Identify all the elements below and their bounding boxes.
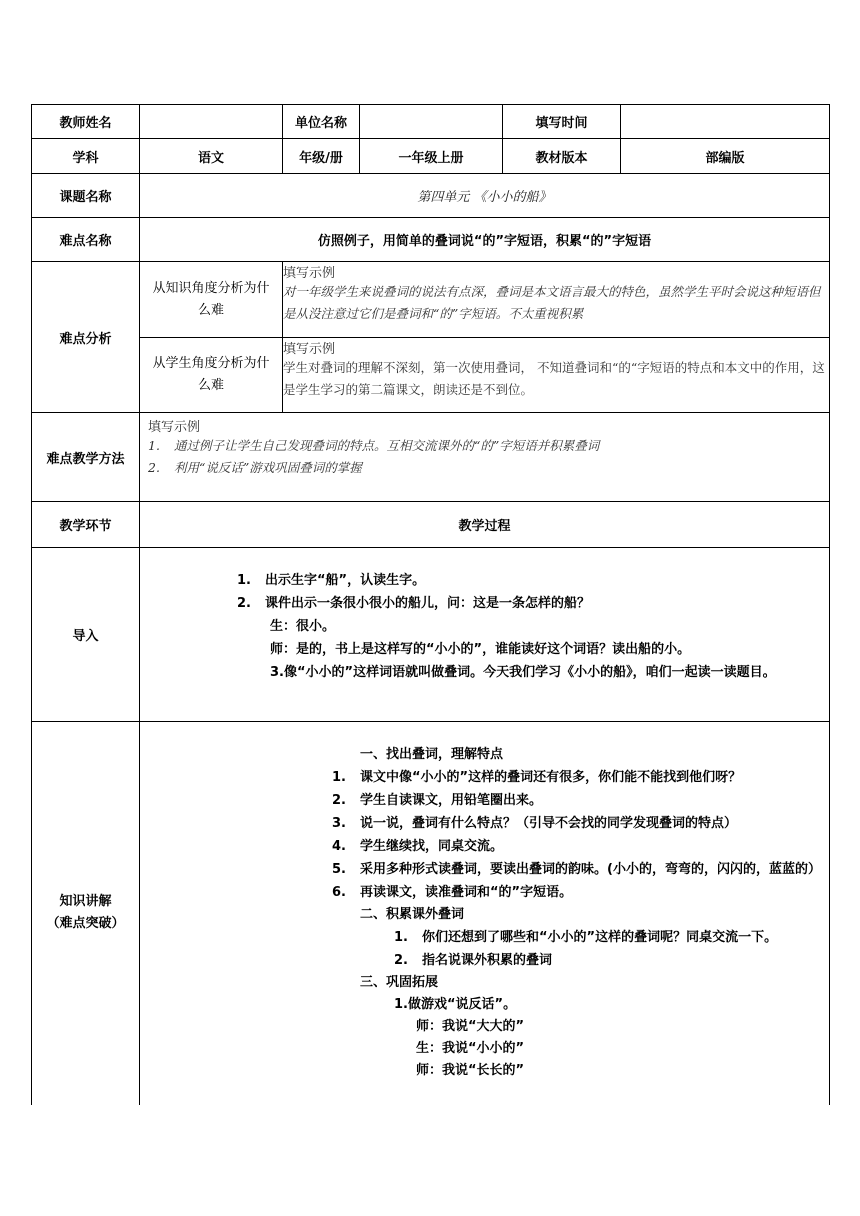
section-item	[332, 812, 823, 835]
difficulty-row	[32, 218, 830, 262]
difficulty-label: 难点名称	[32, 218, 140, 262]
intro-line-3: 3.像“小小的”这样词语就叫做叠词。今天我们学习《小小的船》，咱们一起读一读题目。	[270, 665, 776, 680]
stage-header: 教学环节	[32, 502, 140, 548]
unit-label: 单位名称	[283, 105, 360, 139]
process-header-row	[32, 502, 830, 548]
method-item-number: 2.	[148, 460, 160, 475]
method-item-text: 利用“说反话”游戏巩固叠词的掌握	[174, 460, 362, 475]
student-angle-text: 学生对叠词的理解不深刻，第一次使用叠词， 不知道叠词和“的“字短语的特点和本文中的作用，这是学生学习的第二篇课文，朗读还是不到位。	[283, 360, 825, 397]
section-item	[332, 881, 823, 904]
section-item-number: 2.	[394, 953, 408, 968]
knowledge-cell	[140, 722, 830, 1105]
subject-label: 学科	[32, 139, 140, 174]
section-item-text: 课文中像“小小的”这样的叠词还有很多，你们能不能找到他们呀？	[360, 770, 742, 785]
section-item-number: 2.	[332, 793, 346, 808]
grade-value: 一年级上册	[360, 139, 503, 174]
intro-item	[237, 592, 823, 615]
teacher-name-label: 教师姓名	[32, 105, 140, 139]
knowledge-label-line2: （难点突破）	[46, 916, 125, 932]
section-item-number: 1.	[332, 770, 346, 785]
section-item-text: 说一说，叠词有什么特点？（引导不会找的同学发现叠词的特点）	[360, 816, 738, 831]
method-label: 难点教学方法	[32, 413, 140, 502]
edition-value: 部编版	[621, 139, 830, 174]
section-item-number: 6.	[332, 885, 346, 900]
method-row	[32, 413, 830, 502]
section-item	[332, 766, 823, 789]
knowledge-label-line1: 知识讲解	[59, 894, 112, 910]
section-item	[332, 789, 823, 812]
knowledge-angle-text: 对一年级学生来说叠词的说法有点深，叠词是本文语言最大的特色，虽然学生平时会说这种短语但是从没注意过它们是叠词和“的”字短语。不太重视积累	[283, 284, 821, 321]
intro-item-number: 2.	[237, 596, 251, 611]
intro-label: 导入	[32, 548, 140, 722]
dialog-line: 生：我说“小小的”	[416, 1041, 525, 1056]
section-item	[332, 858, 823, 881]
intro-item-number: 1.	[237, 573, 251, 588]
student-angle-cell	[283, 338, 830, 413]
section-item	[332, 949, 823, 972]
fill-time-label: 填写时间	[503, 105, 621, 139]
topic-value: 第四单元 《小小的船》	[140, 174, 830, 218]
section-heading: 一、找出叠词，理解特点	[360, 747, 504, 762]
topic-label: 课题名称	[32, 174, 140, 218]
section-item	[332, 835, 823, 858]
section-item-number: 5.	[332, 862, 346, 877]
method-item	[148, 457, 823, 479]
student-sample-heading: 填写示例	[283, 342, 336, 357]
header-row-1	[32, 105, 830, 139]
intro-teacher-line: 师：是的，书上是这样写的“小小的”，谁能读好这个词语？读出船的小。	[270, 642, 691, 657]
method-item	[148, 435, 823, 457]
knowledge-angle-label: 从知识角度分析为什么难	[140, 262, 283, 338]
section-item-text: 指名说课外积累的叠词	[422, 953, 553, 968]
section-item-text: 学生继续找，同桌交流。	[360, 839, 504, 854]
grade-label: 年级/册	[283, 139, 360, 174]
student-angle-label: 从学生角度分析为什么难	[140, 338, 283, 413]
section-item-number: 4.	[332, 839, 346, 854]
section-item-text: 再读课文，读准叠词和“的”字短语。	[360, 885, 573, 900]
section-item-number: 3.	[332, 816, 346, 831]
process-header: 教学过程	[140, 502, 830, 548]
method-item-number: 1.	[148, 438, 160, 453]
knowledge-angle-cell	[283, 262, 830, 338]
analysis-label: 难点分析	[32, 262, 140, 413]
dialog-line: 师：我说“长长的”	[416, 1063, 525, 1078]
section-item-number: 1.	[394, 930, 408, 945]
method-cell	[140, 413, 830, 502]
dialog-line: 师：我说“大大的”	[416, 1019, 525, 1034]
section-item	[332, 926, 823, 949]
topic-row	[32, 174, 830, 218]
section-item-text: 你们还想到了哪些和“小小的”这样的叠词呢？同桌交流一下。	[422, 930, 778, 945]
section-item-text: 学生自读课文，用铅笔圈出来。	[360, 793, 543, 808]
method-sample-heading: 填写示例	[148, 420, 201, 435]
intro-item-text: 出示生字“船”，认读生字。	[265, 573, 426, 588]
intro-student-line: 生：很小。	[270, 619, 336, 634]
intro-item	[237, 569, 823, 592]
section-heading: 二、积累课外叠词	[360, 907, 465, 922]
analysis-student-row	[32, 338, 830, 413]
knowledge-row	[32, 722, 830, 1105]
fill-time-value	[621, 105, 830, 139]
section-heading: 三、巩固拓展	[360, 975, 439, 990]
analysis-knowledge-row	[32, 262, 830, 338]
intro-item-text: 课件出示一条很小很小的船儿，问：这是一条怎样的船？	[265, 596, 591, 611]
knowledge-label	[32, 722, 140, 1105]
difficulty-value: 仿照例子，用简单的叠词说“的”字短语，积累“的”字短语	[140, 218, 830, 262]
knowledge-sample-heading: 填写示例	[283, 266, 336, 281]
game-line: 1.做游戏“说反话”。	[394, 997, 517, 1012]
lesson-plan-table	[31, 104, 830, 1105]
subject-value: 语文	[140, 139, 283, 174]
teacher-name-value	[140, 105, 283, 139]
unit-value	[360, 105, 503, 139]
edition-label: 教材版本	[503, 139, 621, 174]
method-item-text: 通过例子让学生自己发现叠词的特点。互相交流课外的“的”字短语并积累叠词	[174, 438, 600, 453]
section-item-text: 采用多种形式读叠词，要读出叠词的韵味。(小小的，弯弯的，闪闪的，蓝蓝的）	[360, 862, 821, 877]
intro-cell	[140, 548, 830, 722]
intro-row	[32, 548, 830, 722]
header-row-2	[32, 139, 830, 174]
